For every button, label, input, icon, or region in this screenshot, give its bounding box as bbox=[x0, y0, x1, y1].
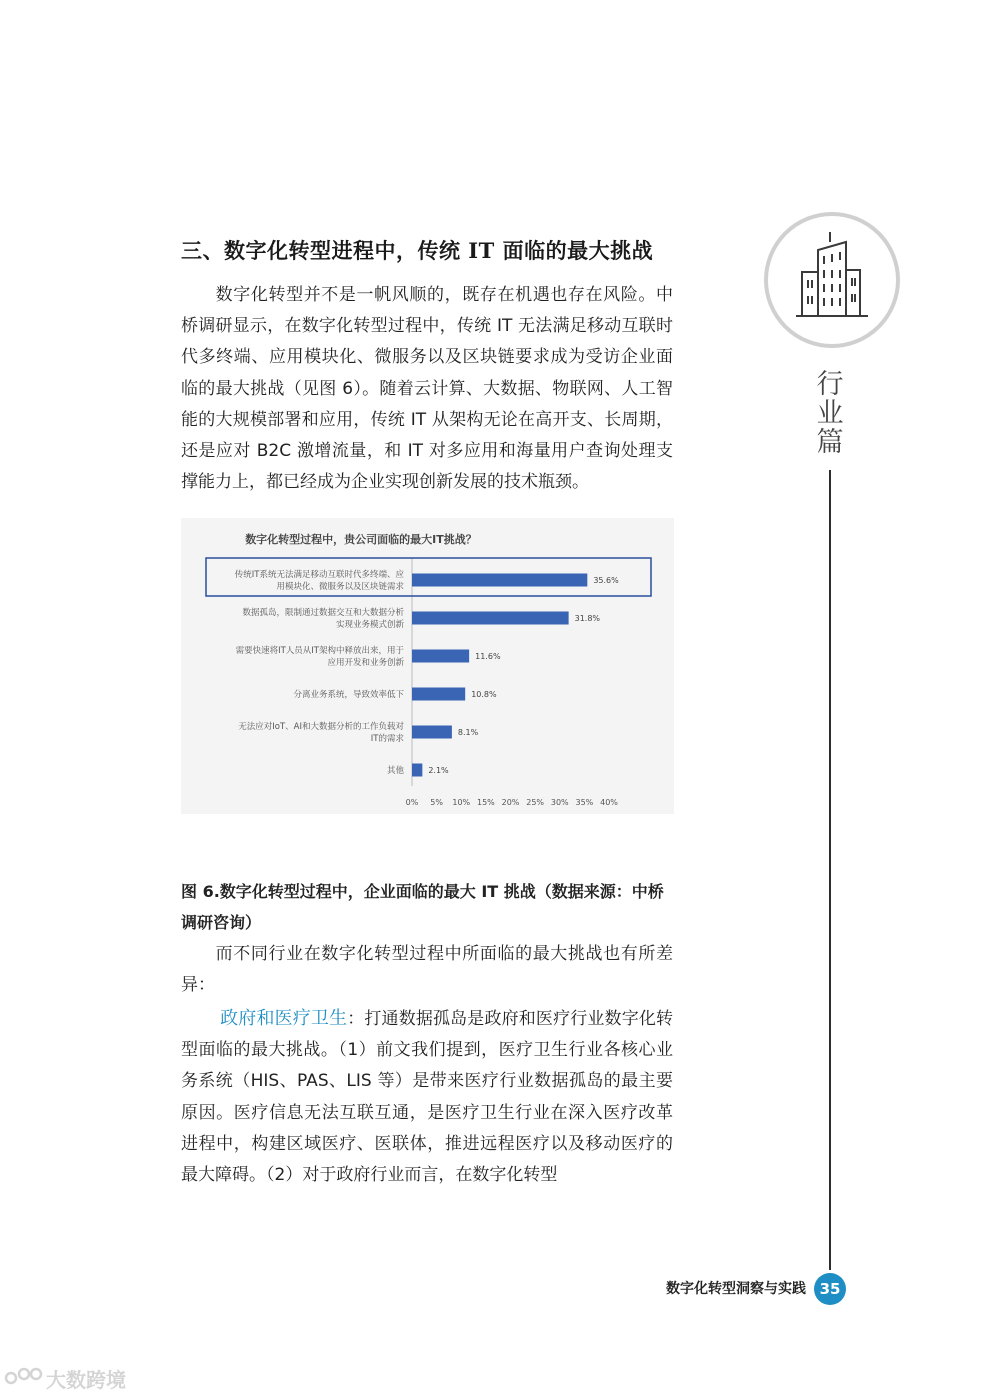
category-label: 实现业务模式创新 bbox=[335, 620, 404, 630]
paragraph-intro bbox=[181, 280, 673, 498]
x-tick-label: 15% bbox=[476, 798, 495, 807]
data-label: 8.1% bbox=[457, 728, 479, 737]
category-label: IT的需求 bbox=[370, 734, 404, 744]
x-tick-label: 30% bbox=[550, 798, 569, 807]
category-label: 数据孤岛，限制通过数据交互和大数据分析 bbox=[242, 608, 404, 618]
watermark-text: 大数跨境 bbox=[46, 1367, 126, 1392]
x-tick-label: 40% bbox=[600, 798, 618, 807]
category-label: 需要快速将IT人员从IT架构中释放出来，用于 bbox=[235, 646, 404, 656]
paragraph-government-text: ：打通数据孤岛是政府和医疗行业数字化转型面临的最大挑战。（1）前文我们提到，医疗卫生行业各核心业务系统（HIS、PAS、LIS 等）是带来医疗行业数据孤岛的最主要原因。医疗信息无法互联互通，是医疗卫生行业在深入医疗改革进程中，构建区域医疗、医联体，推进远程医疗以及移动医疗的最大障碍。（2）对于政府行业而言，在数字化转型 bbox=[181, 1009, 674, 1186]
page-number: 35 bbox=[814, 1273, 846, 1305]
side-label-char: 业 bbox=[816, 398, 844, 429]
paragraph-industry bbox=[181, 939, 673, 1001]
category-label: 分离业务系统，导致效率低下 bbox=[293, 690, 404, 700]
x-tick-label: 5% bbox=[430, 798, 443, 807]
watermark-logo-icon bbox=[4, 1365, 44, 1394]
category-label: 无法应对IoT、AI和大数据分析的工作负载对 bbox=[238, 722, 404, 732]
category-label: 用模块化、微服务以及区块链需求 bbox=[276, 582, 404, 592]
category-label: 应用开发和业务创新 bbox=[327, 658, 404, 668]
bar bbox=[412, 650, 469, 663]
x-tick-label: 20% bbox=[501, 798, 520, 807]
footer-title: 数字化转型洞察与实践 bbox=[666, 1281, 806, 1297]
watermark bbox=[4, 1364, 144, 1392]
chart-svg bbox=[181, 518, 674, 814]
bar bbox=[412, 726, 452, 739]
data-label: 35.6% bbox=[593, 576, 619, 585]
data-label: 11.6% bbox=[475, 652, 501, 661]
figure-caption: 图 6.数字化转型过程中，企业面临的最大 IT 挑战（数据来源：中桥调研咨询） bbox=[181, 882, 664, 932]
data-label: 2.1% bbox=[428, 766, 449, 775]
x-tick-label: 0% bbox=[405, 798, 419, 807]
side-divider-line bbox=[829, 470, 831, 1270]
data-label: 31.8% bbox=[574, 614, 601, 623]
paragraph-industry-text: 而不同行业在数字化转型过程中所面临的最大挑战也有所差异： bbox=[181, 944, 673, 996]
side-label-char: 篇 bbox=[816, 427, 844, 458]
paragraph-intro-text: 数字化转型并不是一帆风顺的，既存在机遇也存在风险。中桥调研显示，在数字化转型过程中，传统 IT 无法满足移动互联时代多终端、应用模块化、微服务以及区块链要求成为受访企业面临的最大挑战（见图 6）。随着云计算、大数据、物联网、人工智能的大规模部署和应用，传统 IT 从架构无论在高开支、长周期，还是应对 B2C 激增流量，和 IT 对多应用和海量用户查询处理支撑能力上，都已经成为企业实现创新发展的技术瓶颈。 bbox=[181, 285, 673, 493]
bar bbox=[412, 688, 465, 701]
bar bbox=[412, 574, 587, 587]
industry-highlight: 政府和医疗卫生 bbox=[220, 1008, 348, 1029]
paragraph-government bbox=[181, 1003, 673, 1191]
building-icon bbox=[762, 210, 902, 350]
category-label: 其他 bbox=[386, 766, 404, 776]
bar-chart bbox=[181, 518, 674, 814]
chart-title: 数字化转型过程中，贵公司面临的最大IT挑战？ bbox=[245, 533, 477, 546]
x-tick-label: 25% bbox=[526, 798, 545, 807]
bar bbox=[412, 612, 569, 625]
x-tick-label: 35% bbox=[575, 798, 594, 807]
data-label: 10.8% bbox=[471, 690, 497, 699]
x-tick-label: 10% bbox=[452, 798, 471, 807]
category-label: 传统IT系统无法满足移动互联时代多终端、应 bbox=[234, 570, 404, 580]
section-title: 三、数字化转型进程中，传统 IT 面临的最大挑战 bbox=[181, 238, 654, 263]
bar bbox=[412, 764, 422, 777]
side-label-char: 行 bbox=[816, 369, 844, 400]
side-section-label bbox=[814, 370, 846, 457]
